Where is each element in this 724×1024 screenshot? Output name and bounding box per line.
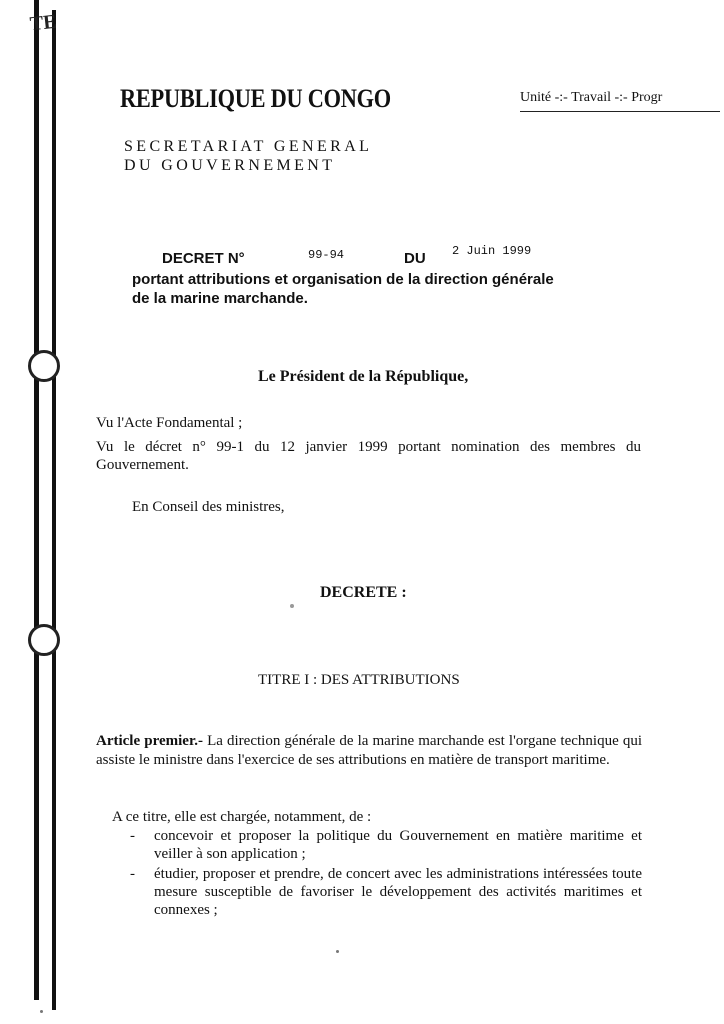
decree-number: 99-94 [308,248,345,262]
corner-stamp: TE [28,10,58,36]
secretariat-heading [124,137,372,175]
list-item: - concevoir et proposer la politique du Gouvernement en matière maritime et veiller à son application ; [130,828,642,862]
vu-decret: Vu le décret n° 99-1 du 12 janvier 1999 portant nomination des membres du Gouvernement. [96,439,641,473]
charges-list [130,827,642,921]
secretariat-line-2: DU GOUVERNEMENT [124,157,336,174]
article-premier [96,732,642,770]
article-text: La direction générale de la marine marchande est l'organe technique qui assiste le ministre dans l'exercice de ses attributions en matière de transport maritime. [96,733,643,768]
binder-hole-bottom [28,624,60,656]
scan-speck [40,1010,43,1013]
decree-du: DU [404,250,426,267]
binder-hole-top [28,350,60,382]
national-motto: Unité -:- Travail -:- Progr [520,90,663,105]
motto-underline [520,111,720,112]
list-item: - étudier, proposer et prendre, de concert avec les administrations intéressées toute mesure susceptible de favoriser le développement des activités maritimes et connexes ; [130,866,642,918]
republic-heading: REPUBLIQUE DU CONGO [120,84,391,113]
scan-speck [336,950,339,953]
charges-intro: A ce titre, elle est chargée, notamment, de : [112,809,372,825]
conseil-des-ministres: En Conseil des ministres, [132,499,285,515]
decree-label: DECRET N° [162,250,245,267]
list-item-text: concevoir et proposer la politique du Gouvernement en matière maritime et veiller à son application ; [154,828,642,862]
binder-bar-inner [52,10,56,1010]
binder-bar-outer [34,0,39,1000]
scan-speck [290,604,294,608]
vu-acte-fondamental: Vu l'Acte Fondamental ; [96,415,243,431]
titre-heading: TITRE I : DES ATTRIBUTIONS [258,672,460,688]
decree-subject-line-2: de la marine marchande. [132,290,308,307]
list-item-text: étudier, proposer et prendre, de concert avec les administrations intéressées toute mesure susceptible de favoriser le développement des activités maritimes et connexes ; [154,866,642,918]
article-label: Article premier.- [96,733,203,749]
decrete-heading: DECRETE : [320,584,407,601]
decree-subject [132,270,554,308]
decree-date: 2 Juin 1999 [452,244,532,258]
secretariat-line-1: SECRETARIAT GENERAL [124,138,373,155]
president-heading: Le Président de la République, [258,368,469,385]
decree-subject-line-1: portant attributions et organisation de la direction générale [132,271,554,288]
